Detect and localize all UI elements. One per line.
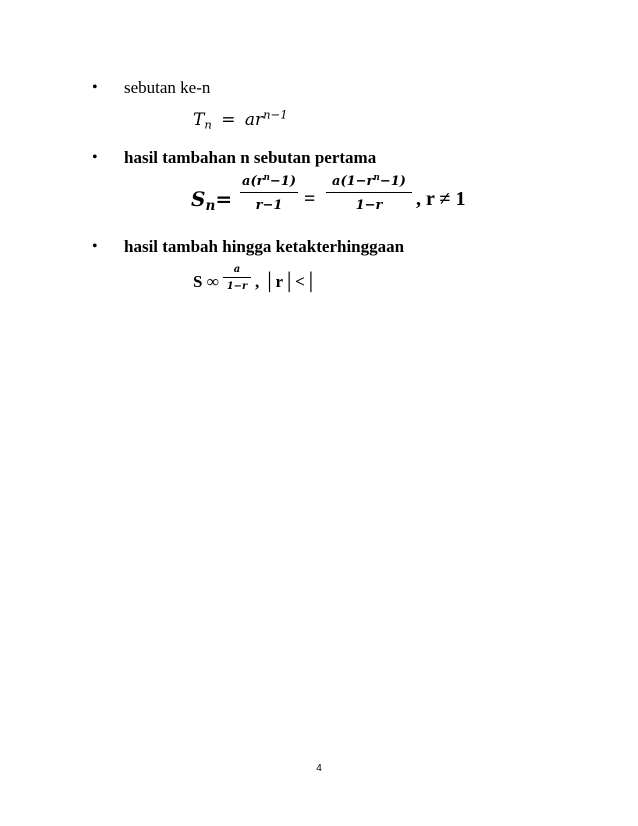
formula-sn-equals-2: = xyxy=(304,188,316,210)
formula-tn-equals: = xyxy=(221,110,236,130)
item-hasil-tambahan: hasil tambahan n sebutan pertama xyxy=(124,148,377,167)
fraction-1-numerator: $a(r^n-1)$ xyxy=(242,173,296,189)
formula-sn-equals-1: = xyxy=(215,187,233,211)
bullet-2: • xyxy=(92,149,98,166)
formula-sn-subscript: n xyxy=(205,198,216,215)
bullet-1: • xyxy=(92,79,98,96)
fraction-2-denominator: 1−r xyxy=(355,198,383,213)
fraction-3-denominator: 1−r xyxy=(226,281,248,292)
formula-s-infinity-condition: , │r│<│ xyxy=(255,272,317,291)
page-number: 4 xyxy=(316,763,322,774)
fraction-3-bar xyxy=(223,277,251,278)
fraction-1-bar xyxy=(240,192,298,193)
fraction-1 xyxy=(240,174,298,213)
fraction-2 xyxy=(326,174,412,213)
formula-sn-condition: , r ≠ 1 xyxy=(416,188,466,210)
formula-tn-exponent: n−1 xyxy=(263,107,288,122)
formula-s-infinity: S ∞ xyxy=(193,272,219,291)
fraction-3-numerator: a xyxy=(233,264,241,275)
formula-tn-base: ar xyxy=(244,110,264,130)
fraction-3 xyxy=(223,264,251,292)
bullet-3: • xyxy=(92,238,98,255)
formula-tn-symbol: T xyxy=(193,110,205,130)
item-sebutan-ke-n: sebutan ke-n xyxy=(124,78,211,97)
fraction-1-denominator: r−1 xyxy=(255,198,283,213)
formula-tn xyxy=(193,107,288,132)
formula-sn-symbol-group xyxy=(191,187,233,215)
formula-sn-symbol: S xyxy=(191,187,206,211)
item-hasil-tambah-hingga: hasil tambah hingga ketakterhinggaan xyxy=(124,237,405,256)
fraction-2-numerator: $a(1-r^n-1)$ xyxy=(332,173,406,189)
formula-tn-subscript: n xyxy=(204,117,212,132)
fraction-2-bar xyxy=(326,192,412,193)
